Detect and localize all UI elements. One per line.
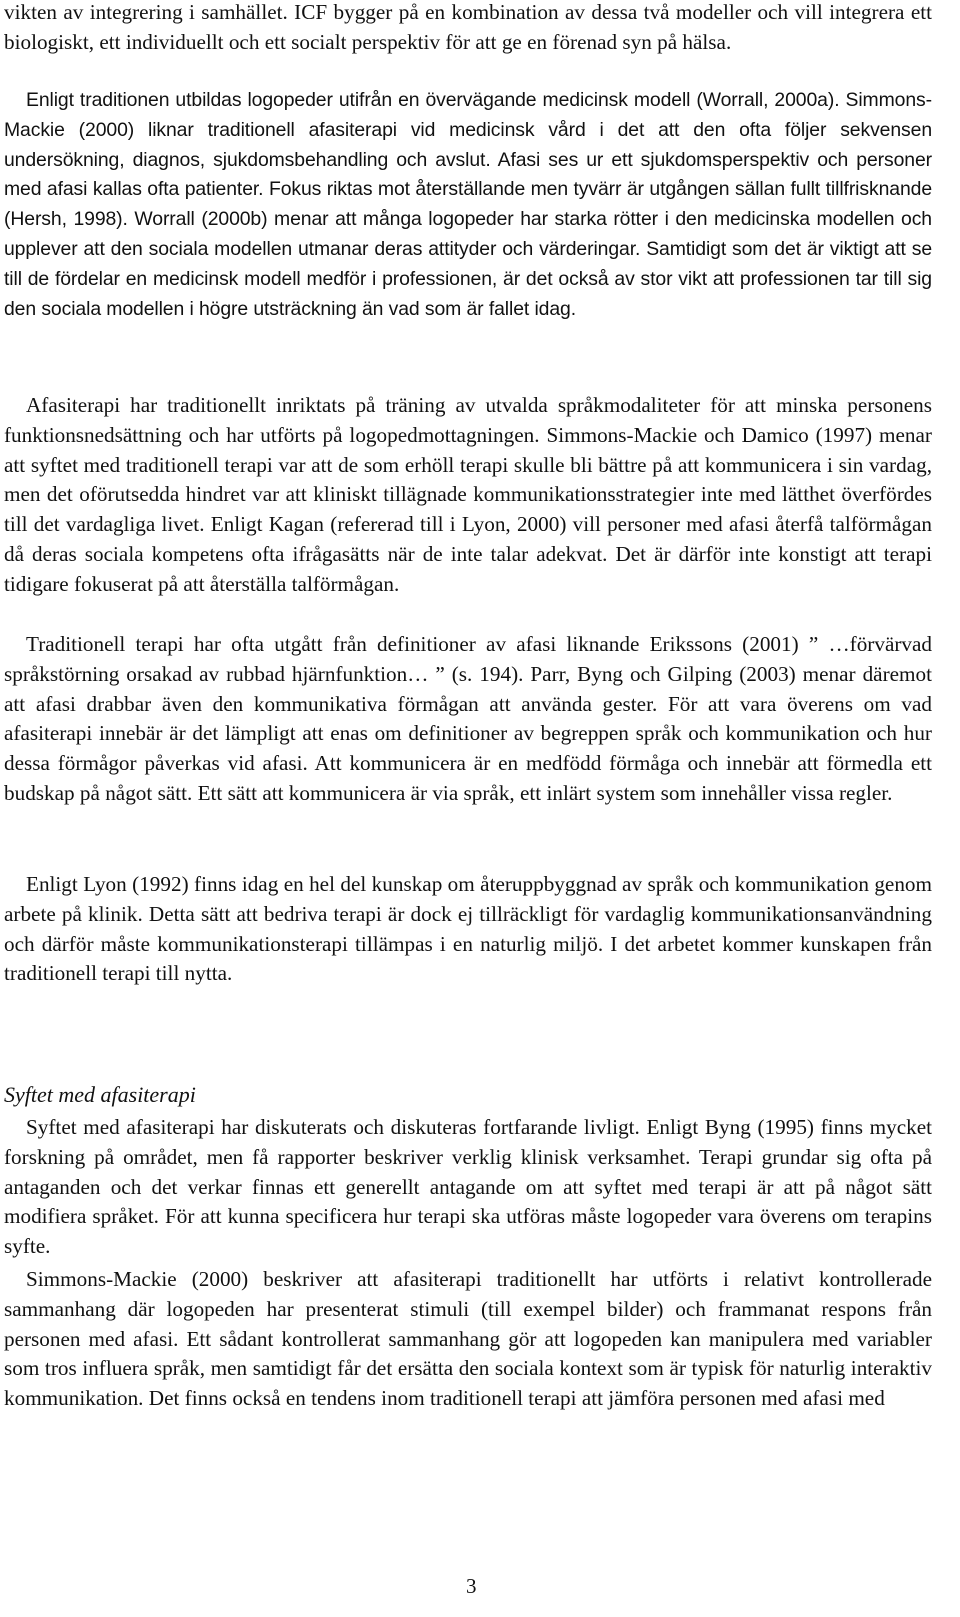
paragraph-intro xyxy=(4,0,932,58)
paragraph-simmons-mackie xyxy=(4,1265,932,1414)
paragraph-text: vikten av integrering i samhället. ICF bygger på en kombination av dessa två modeller och vill integrera ett biologiskt, ett individuellt och ett socialt perspektiv för att ge en förenad syn på hälsa. xyxy=(4,0,932,54)
paragraph-text: Traditionell terapi har ofta utgått från definitioner av afasi liknande Erikssons (2001) ” …förvärvad språkstörning orsakad av rubbad hjärnfunktion… ” (s. 194). Parr, Byng och Gilping (2003) menar däremot att afasi drabbar även den kommunikativa förmågan att använda gester. För att vara överens om vad afasiterapi innebär är det lämpligt att enas om definitioner av begreppen språk och kommunikation och hur dessa förmågor påverkas vid afasi. Att kommunicera är en medfödd förmåga och innebär att förmedla ett budskap på något sätt. Ett sätt att kommunicera är via språk, ett inlärt system som innehåller vissa regler. xyxy=(4,632,932,805)
paragraph-text: Syftet med afasiterapi har diskuterats och diskuteras fortfarande livligt. Enligt Byng (1995) finns mycket forskning på området, men få rapporter beskriver verklig klinisk verksamhet. Terapi grundar sig ofta på antaganden och det verkar finnas ett generellt antagande om att syftet med terapi är att på något sätt modifiera språket. För att kunna specificera hur terapi ska utföras måste logopeder vara överens om terapins syfte. xyxy=(4,1115,932,1259)
paragraph-text: Simmons-Mackie (2000) beskriver att afasiterapi traditionellt har utförts i relativt kontrollerade sammanhang där logopeden har presenterat stimuli (till exempel bilder) och frammanat respons från personen med afasi. Ett sådant kontrollerat sammanhang gör att logopeden kan manipulera med variabler som tros influera språk, men samtidigt får det ersätta den sociala kontext som är typisk för naturlig interaktiv kommunikation. Det finns också en tendens inom traditionell terapi att jämföra personen med afasi med xyxy=(4,1267,932,1411)
paragraph-medical-model xyxy=(4,86,932,324)
paragraph-lyon xyxy=(4,870,932,989)
paragraph-purpose xyxy=(4,1113,932,1262)
page-number: 3 xyxy=(466,1574,477,1598)
paragraph-text: Enligt traditionen utbildas logopeder utifrån en övervägande medicinsk modell (Worrall, 2000a). Simmons-Mackie (2000) liknar traditionell afasiterapi vid medicinsk vård i det att den ofta följer sekvensen undersökning, diagnos, sjukdomsbehandling och avslut. Afasi ses ur ett sjukdomsperspektiv och personer med afasi kallas ofta patienter. Fokus riktas mot återställande men tyvärr är utgången sällan fullt tillfrisknande (Hersh, 1998). Worrall (2000b) menar att många logopeder har starka rötter i den medicinska modellen och upplever att den sociala modellen utmanar deras attityder och värderingar. Samtidigt som det är viktigt att se till de fördelar en medicinsk modell medför i professionen, är det också av stor vikt att professionen tar till sig den sociala modellen i högre utsträckning än vad som är fallet idag. xyxy=(4,89,932,320)
paragraph-text: Afasiterapi har traditionellt inriktats på träning av utvalda språkmodaliteter för att minska personens funktionsnedsättning och har utförts på logopedmottagningen. Simmons-Mackie och Damico (1997) menar att syftet med traditionell terapi var att de som erhöll terapi skulle bli bättre på att kommunicera i sin vardag, men det oförutsedda hindret var att kliniskt tillägnade kommunikationsstrategier inte med lätthet överfördes till det vardagliga livet. Enligt Kagan (refererad till i Lyon, 2000) vill personer med afasi återfå talförmågan då deras sociala kompetens ofta ifrågasätts när de inte talar adekvat. Det är därför inte konstigt att terapi tidigare fokuserat på att återställa talförmågan. xyxy=(4,393,932,596)
section-heading: Syftet med afasiterapi xyxy=(4,1082,196,1107)
paragraph-text: Enligt Lyon (1992) finns idag en hel del kunskap om återuppbyggnad av språk och kommunikation genom arbete på klinik. Detta sätt att bedriva terapi är dock ej tillräckligt för vardaglig kommunikationsanvändning och därför måste kommunikationsterapi tillämpas i en naturlig miljö. I det arbetet kommer kunskapen från traditionell terapi till nytta. xyxy=(4,872,932,986)
paragraph-definitions xyxy=(4,630,932,809)
paragraph-traditional-therapy xyxy=(4,391,932,600)
